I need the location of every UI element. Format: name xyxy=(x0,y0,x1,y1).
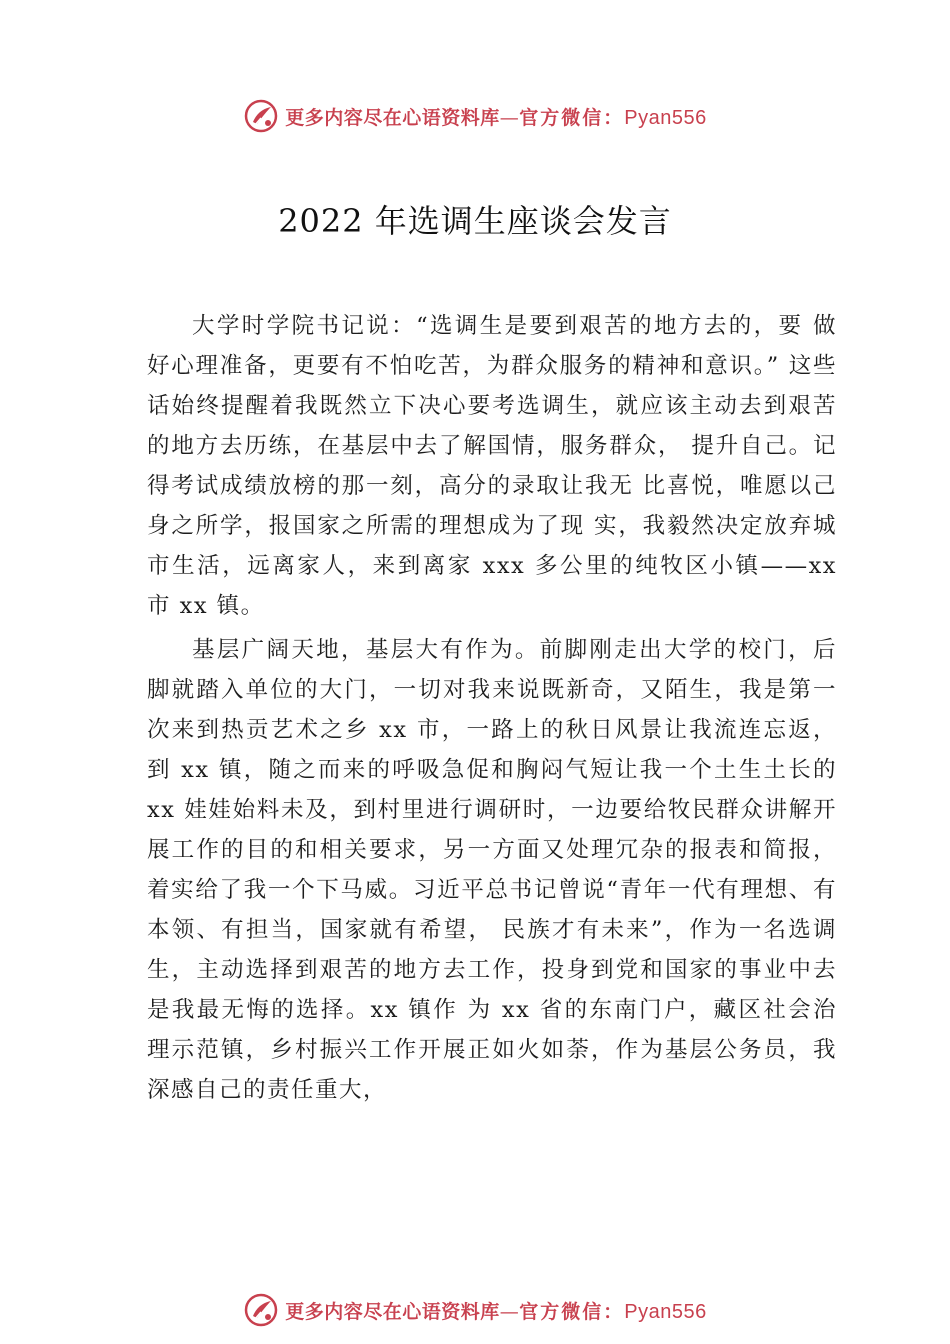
watermark-separator: — xyxy=(499,1300,520,1323)
watermark-text xyxy=(285,1297,707,1324)
paragraph-1: 大学时学院书记说：“选调生是要到艰苦的地方去的，要 做好心理准备，更要有不怕吃苦，为群众服务的精神和意识。” 这些话始终提醒着我既然立下决心要考选调生，就应该主动去到艰苦的地方去历练，在基层中去了解国情，服务群众， 提升自己。记得考试成绩放榜的那一刻，高分的录取让我无 比喜悦，唯愿以己身之所学，报国家之所需的理想成为了现 实，我毅然决定放弃城市生活，远离家人，来到离家 xxx 多公里的纯牧区小镇——xx 市 xx 镇。 xyxy=(147,313,837,619)
document-title: 2022 年选调生座谈会发言 xyxy=(278,202,672,240)
footer-watermark xyxy=(0,1290,950,1330)
logo-icon xyxy=(243,98,279,134)
watermark-wechat-label: 官方微信： xyxy=(519,106,625,129)
logo-icon xyxy=(243,1292,279,1328)
watermark-wechat-label: 官方微信： xyxy=(519,1300,625,1323)
paragraph-2: 基层广阔天地，基层大有作为。前脚刚走出大学的校门，后脚就踏入单位的大门，一切对我来说既新奇，又陌生，我是第一次来到热贡艺术之乡 xx 市，一路上的秋日风景让我流连忘返，到 xx 镇，随之而来的呼吸急促和胸闷气短让我一个土生土长的 xx 娃娃始料未及，到村里进行调研时，一边要给牧民群众讲解开展工作的目的和相关要求，另一方面又处理冗杂的报表和简报，着实给了我一个下马威。习近平总书记曾说“青年一代有理想、有本领、有担当，国家就有希望， 民族才有未来”，作为一名选调生，主动选择到艰苦的地方去工作，投身到党和国家的事业中去是我最无悔的选择。xx 镇作 为 xx 省的东南门户，藏区社会治理示范镇，乡村振兴工作开展正如火如荼，作为基层公务员，我深感自己的责任重大， xyxy=(147,637,837,1103)
header-watermark xyxy=(0,96,950,136)
watermark-wechat-id: Pyan556 xyxy=(624,106,707,129)
document-body xyxy=(147,306,837,1112)
watermark-main: 更多内容尽在心语资料库 xyxy=(285,1300,500,1323)
watermark-separator: — xyxy=(499,106,520,129)
watermark-text xyxy=(285,103,707,130)
watermark-main: 更多内容尽在心语资料库 xyxy=(285,106,500,129)
watermark-wechat-id: Pyan556 xyxy=(624,1300,707,1323)
